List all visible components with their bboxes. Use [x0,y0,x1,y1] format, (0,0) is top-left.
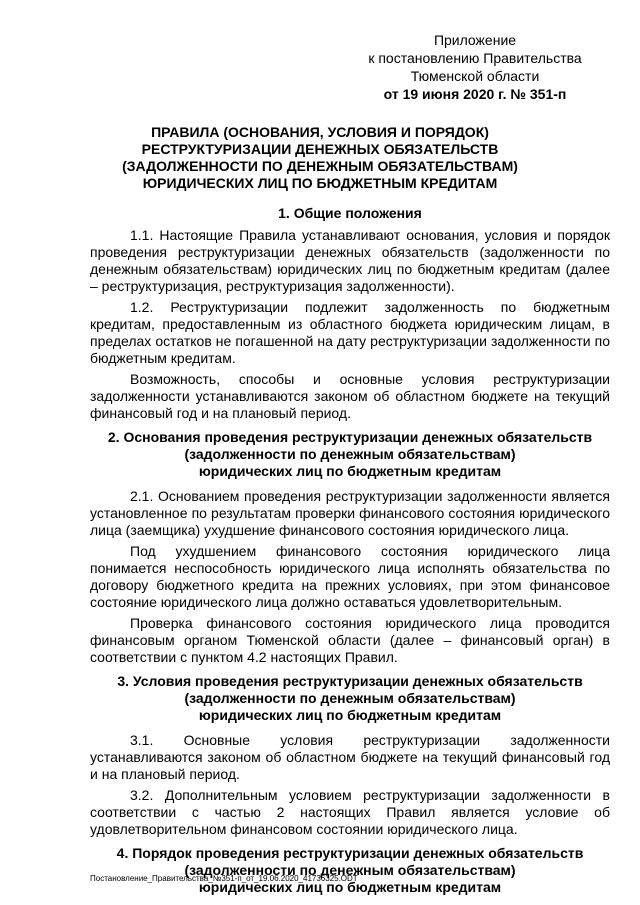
paragraph-1-3: Возможность, способы и основные условия реструктуризации задолженности устанавливаются законом об областном бюджете на текущий финансовый год и на плановый период. [90,371,610,421]
section-1-heading: 1. Общие положения [278,205,422,221]
section-2-heading-line: 2. Основания проведения реструктуризации денежных обязательств [107,429,593,445]
section-3-heading-line: 3. Условия проведения реструктуризации денежных обязательств [117,673,583,689]
appendix-date-number: от 19 июня 2020 г. № 351-п [383,86,567,102]
appendix-region: Тюменской области [410,68,540,84]
section-3-heading-line: юридических лиц по бюджетным кредитам [198,707,502,723]
section-2-heading-line: юридических лиц по бюджетным кредитам [198,463,502,479]
document-title: ПРАВИЛА (ОСНОВАНИЯ, УСЛОВИЯ И ПОРЯДОК) РЕСТРУКТУРИЗАЦИИ ДЕНЕЖНЫХ ОБЯЗАТЕЛЬСТВ (ЗАДОЛЖЕННОСТИ ПО ДЕНЕЖНЫМ ОБЯЗАТЕЛЬСТВАМ) ЮРИДИЧЕСКИХ ЛИЦ ПО БЮДЖЕТНЫМ КРЕДИТАМ [122,124,518,191]
section-3-heading [90,673,610,724]
section-2-heading-line: (задолженности по денежным обязательствам) [184,446,516,462]
appendix-resolution-ref: к постановлению Правительства [368,50,582,66]
paragraph-2-1: 2.1. Основанием проведения реструктуризации задолженности является установленное по результатам проверки финансового состояния юридического лица (заемщика) ухудшение финансового состояния юридического лица. [90,488,610,538]
section-4-heading-line: 4. Порядок проведения реструктуризации денежных обязательств [116,845,584,861]
section-2-heading [90,429,610,480]
section-4-heading-line: (задолженности по денежным обязательствам) [184,862,516,878]
paragraph-3-1: 3.1. Основные условия реструктуризации задолженности устанавливаются законом об областном бюджете на текущий финансовый год и на плановый период. [90,732,610,782]
paragraph-1-1: 1.1. Настоящие Правила устанавливают основания, условия и порядок проведения реструктуризации денежных обязательств (задолженности по денежным обязательствам) юридических лиц по бюджетным кредитам (далее – реструктуризация, реструктуризация задолженности). [90,227,610,294]
paragraph-1-2: 1.2. Реструктуризации подлежит задолженность по бюджетным кредитам, предоставленным из областного бюджета юридическим лицам, в пределах остатков не погашенной на дату реструктуризации задолженности по бюджетным кредитам. [90,299,610,366]
paragraph-2-2: Под ухудшением финансового состояния юридического лица понимается неспособность юридического лица исполнять обязательства по договору бюджетного кредита на прежних условиях, при этом финансовое состояние юридического лица должно оставаться удовлетворительным. [90,543,610,610]
document-body [90,205,610,904]
paragraph-3-2: 3.2. Дополнительным условием реструктуризации задолженности в соответствии с частью 2 настоящих Правил является условие об удовлетворительном финансовом состоянии юридического лица. [90,787,610,837]
section-3-heading-line: (задолженности по денежным обязательствам) [184,690,516,706]
file-footer: Постановление_Правительства_№351-п_от_19.06.2020_41736325.ODT [90,874,358,883]
appendix-block [340,31,610,103]
paragraph-2-3: Проверка финансового состояния юридического лица проводится финансовым органом Тюменской области (далее – финансовый орган) в соответствии с пунктом 4.2 настоящих Правил. [90,615,610,665]
section-4-heading [90,845,610,896]
section-4-heading-line: юридических лиц по бюджетным кредитам [198,879,502,895]
appendix-label: Приложение [433,32,517,48]
